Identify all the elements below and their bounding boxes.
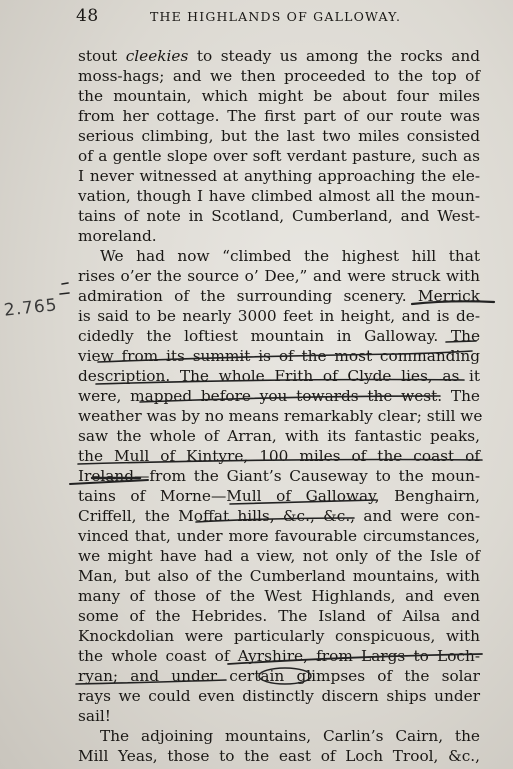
text-line: Ireland—from the Giant’s Causeway to the moun-	[78, 467, 480, 485]
text-line: of a gentle slope over soft verdant pasture, such as	[78, 147, 480, 165]
margin-tick	[60, 283, 69, 294]
text-line: serious climbing, but the last two miles consisted	[78, 127, 480, 145]
text-line: sail!	[78, 707, 111, 725]
text-line: the Mull of Kintyre, 100 miles of the coast of	[78, 447, 480, 465]
text-line: Mill Yeas, those to the east of Loch Trool, &c.,	[78, 747, 480, 765]
text-line: description. The whole Frith of Clyde lies, as it	[78, 367, 480, 385]
page-number: 48	[76, 6, 99, 26]
text-line: we might have had a view, not only of the Isle of	[78, 547, 480, 565]
text-line: I never witnessed at anything approaching the ele-	[78, 167, 480, 185]
text-line: many of those of the West Highlands, and even	[78, 587, 480, 605]
text-line: the mountain, which might be about four miles	[78, 87, 480, 105]
text-line: the whole coast of Ayrshire, from Largs to Loch-	[78, 647, 480, 665]
text-line: rises o’er the source o’ Dee,” and were struck with	[78, 267, 480, 285]
text-line: is said to be nearly 3000 feet in height, and is de-	[78, 307, 480, 325]
text-line: The adjoining mountains, Carlin’s Cairn, the	[100, 727, 480, 745]
text-line: cidedly the loftiest mountain in Galloway. The	[78, 327, 480, 345]
text-line: view from its summit is of the most commanding	[78, 347, 480, 365]
text-line: vation, though I have climbed almost all the moun-	[78, 187, 480, 205]
handwritten-margin-note: 2.765	[3, 295, 59, 321]
text-line: ryan; and under certain glimpses of the solar	[78, 667, 480, 685]
text-line: some of the Hebrides. The Island of Ailsa and	[78, 607, 480, 625]
text-line: saw the whole of Arran, with its fantastic peaks,	[78, 427, 480, 445]
text-line: moreland.	[78, 227, 157, 245]
text-line: admiration of the surrounding scenery. Merrick	[78, 287, 480, 305]
text-line: from her cottage. The first part of our route was	[78, 107, 480, 125]
text-line: rays we could even distinctly discern ships under	[78, 687, 480, 705]
text-line: Man, but also of the Cumberland mountains, with	[78, 567, 480, 585]
text-line: tains of Morne—Mull of Galloway, Benghairn,	[78, 487, 480, 505]
text-line: moss-hags; and we then proceeded to the top of	[78, 67, 480, 85]
text-line: tains of note in Scotland, Cumberland, and West-	[78, 207, 480, 225]
text-line: stout cleekies to steady us among the rocks and	[78, 47, 480, 65]
text-line: Knockdolian were particularly conspicuous, with	[78, 627, 480, 645]
running-head: THE HIGHLANDS OF GALLOWAY.	[150, 9, 402, 24]
show-through-text	[0, 420, 4, 436]
text-line: Criffell, the Moffat hills, &c., &c., and were con-	[78, 507, 480, 525]
text-line: We had now “climbed the highest hill that	[100, 247, 480, 265]
text-line: vinced that, under more favourable circumstances,	[78, 527, 480, 545]
text-line: weather was by no means remarkably clear; still we	[78, 407, 483, 425]
text-line: were, mapped before you towards the west. The	[78, 387, 480, 405]
